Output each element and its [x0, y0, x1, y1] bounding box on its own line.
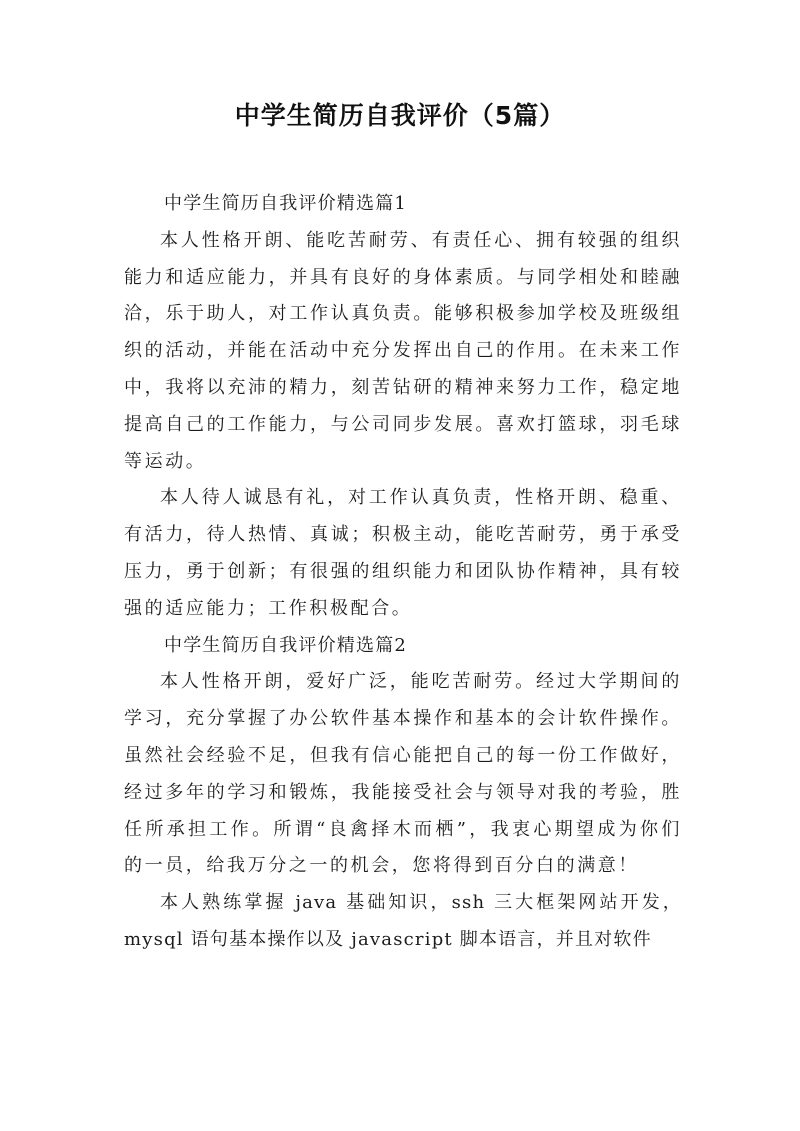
section-heading-1: 中学生简历自我评价精选篇1	[164, 193, 408, 214]
section-heading-2: 中学生简历自我评价精选篇2	[164, 634, 408, 656]
section-1-paragraph-2: 本人待人诚恳有礼，对工作认真负责，性格开朗、稳重、有活力，待人热情、真诚；积极主动，能吃苦耐劳，勇于承受压力，勇于创新；有很强的组织能力和团队协作精神，具有较强的适应能力；工作积极配合。	[124, 487, 682, 619]
document-body	[124, 186, 682, 959]
document-title: 中学生简历自我评价（5篇）	[234, 101, 566, 130]
section-1-paragraph-1: 本人性格开朗、能吃苦耐劳、有责任心、拥有较强的组织能力和适应能力，并具有良好的身体素质。与同学相处和睦融洽，乐于助人，对工作认真负责。能够积极参加学校及班级组织的活动，并能在活动中充分发挥出自己的作用。在未来工作中，我将以充沛的精力，刻苦钻研的精神来努力工作，稳定地提高自己的工作能力，与公司同步发展。喜欢打篮球，羽毛球等运动。	[124, 229, 682, 472]
section-2-paragraph-2: 本人熟练掌握 java 基础知识，ssh 三大框架网站开发，mysql 语句基本操作以及 javascript 脚本语言，并且对软件	[124, 892, 682, 950]
section-2-paragraph-1: 本人性格开朗，爱好广泛，能吃苦耐劳。经过大学期间的学习，充分掌握了办公软件基本操作和基本的会计软件操作。虽然社会经验不足，但我有信心能把自己的每一份工作做好，经过多年的学习和锻炼，我能接受社会与领导对我的考验，胜任所承担工作。所谓“良禽择木而栖”，我衷心期望成为你们的一员，给我万分之一的机会，您将得到百分白的满意！	[124, 671, 682, 877]
